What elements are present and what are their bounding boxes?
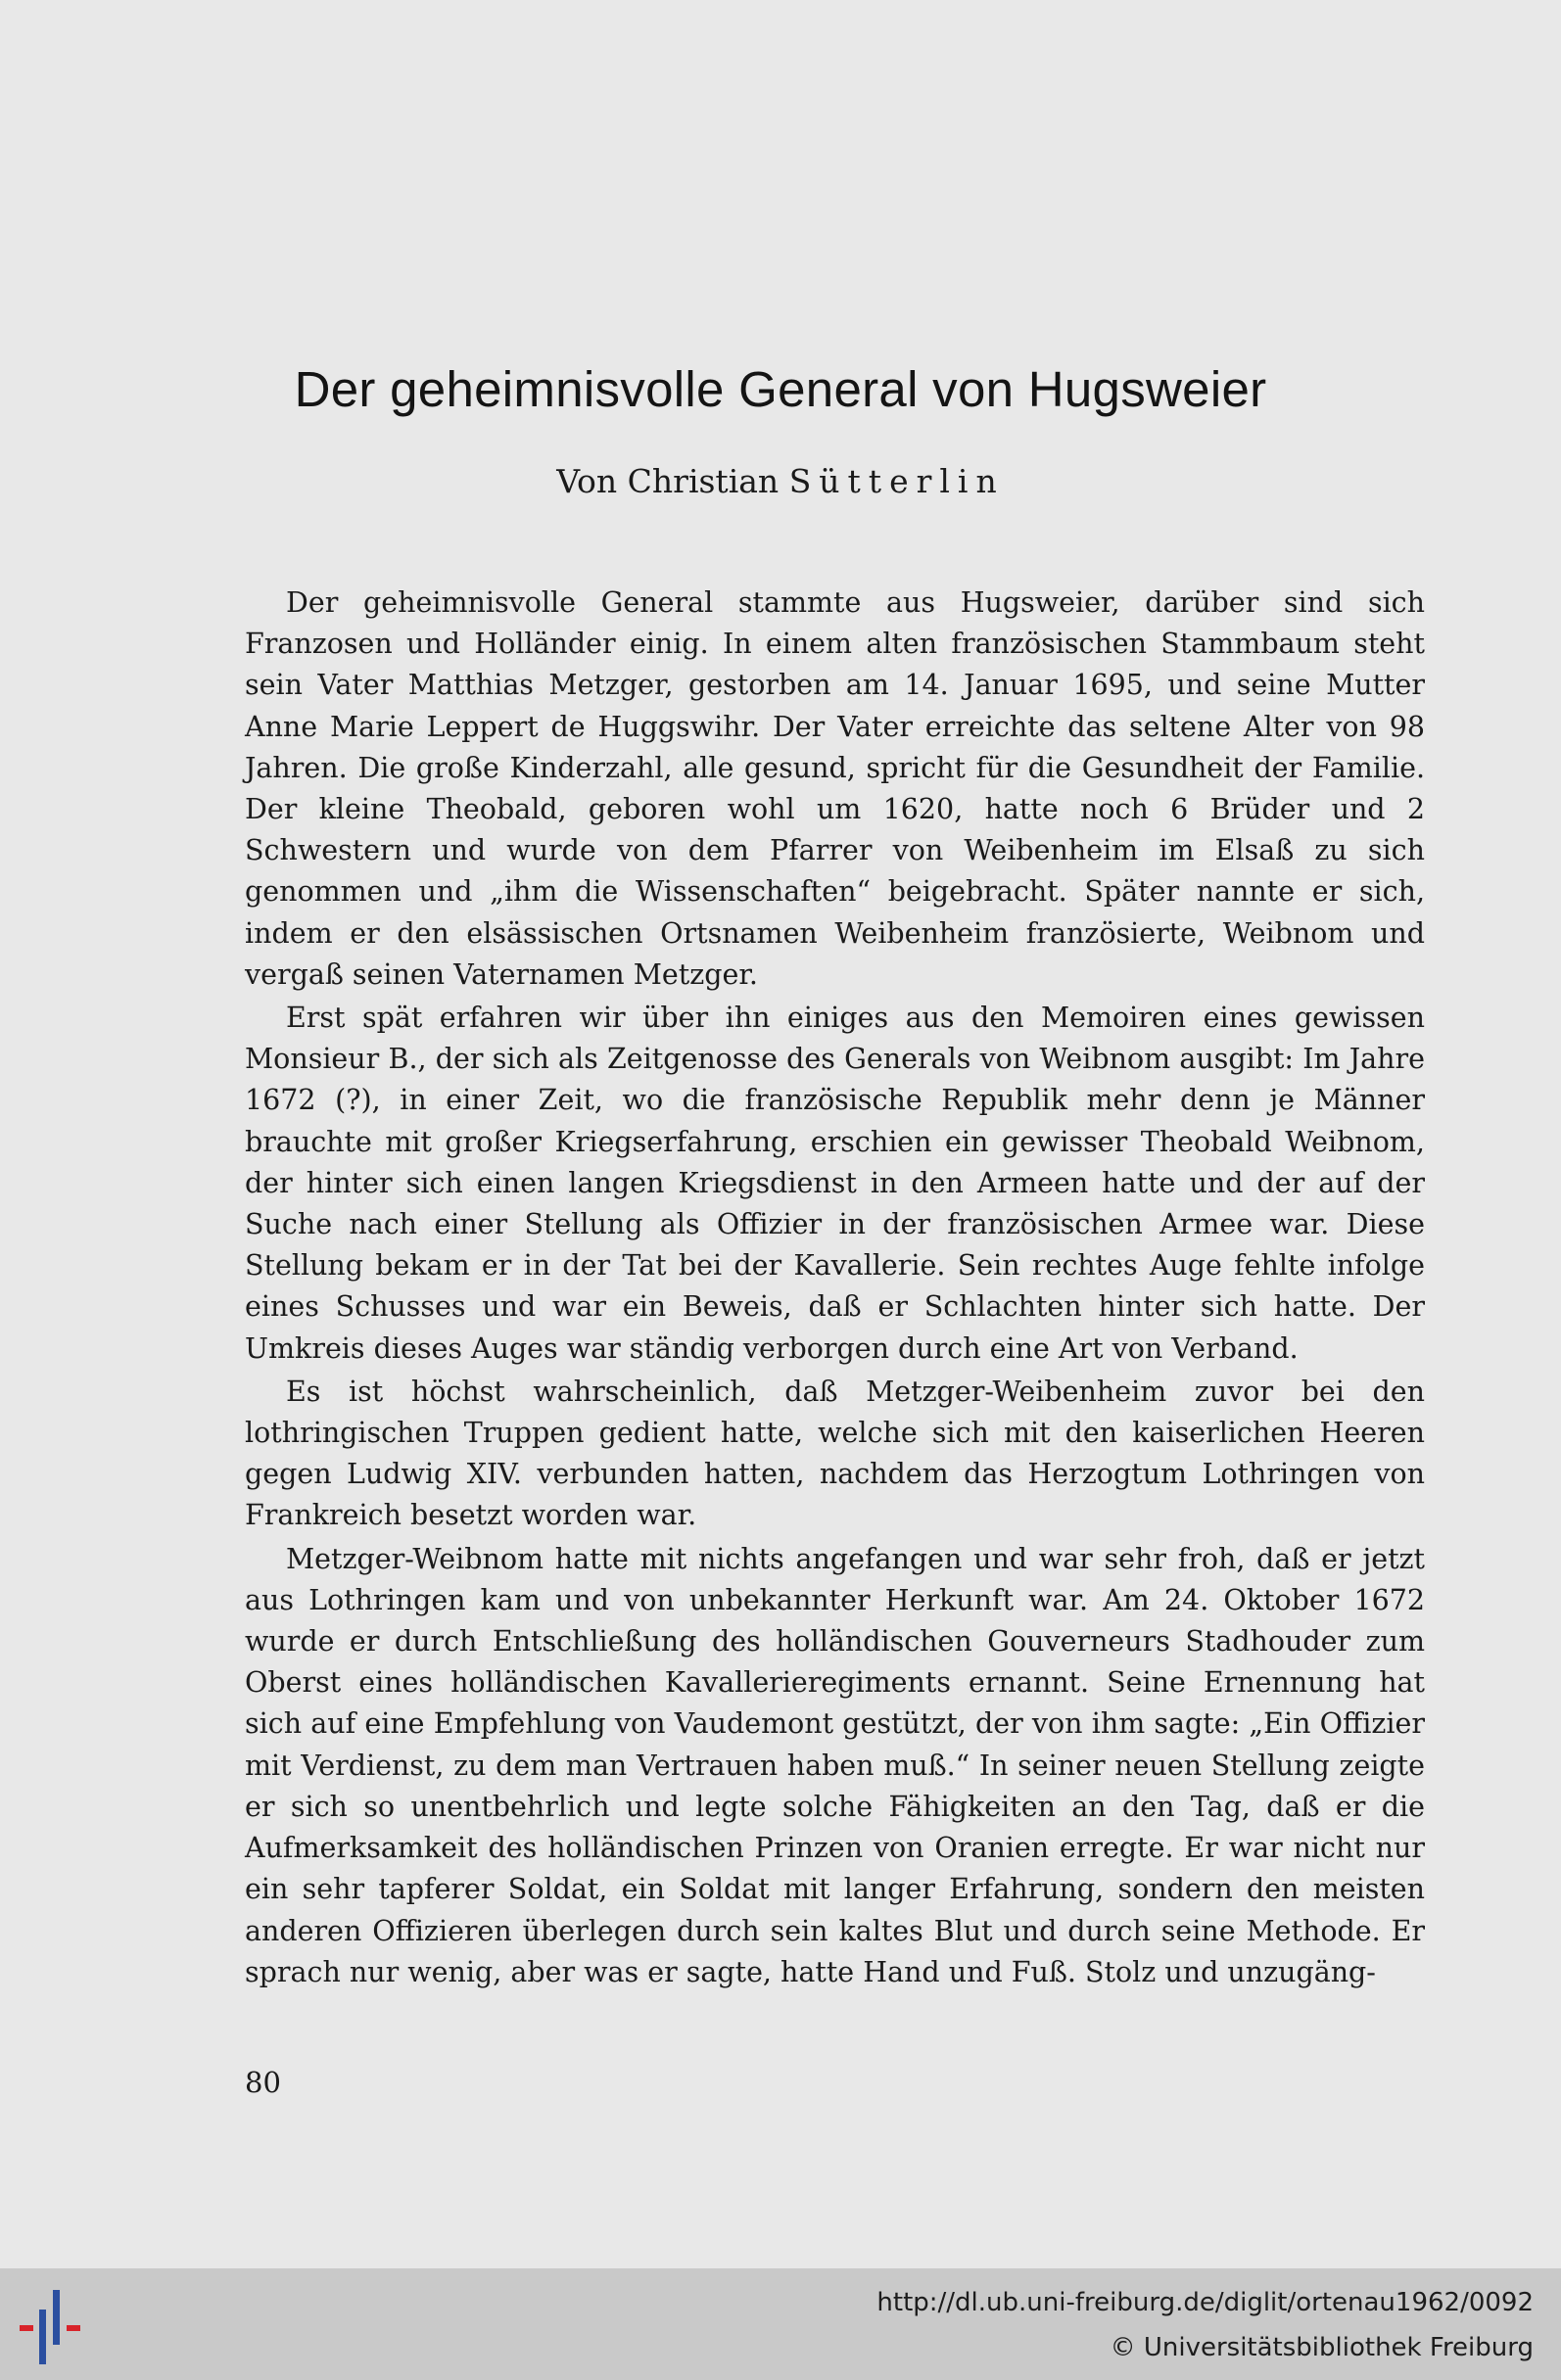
paragraph-1: Der geheimnisvolle General stammte aus Hugsweier, darüber sind sich Franzosen und Holländer einig. In einem alten französischen Stammbaum steht sein Vater Matthias Metzger, gestorben am 14. Januar 1695, und seine Mutter Anne Marie Leppert de Huggswihr. Der Vater erreichte das seltene Alter von 98 Jahren. Die große Kinderzahl, alle gesund, spricht für die Gesundheit der Familie. Der kleine Theobald, geboren wohl um 1620, hatte noch 6 Brüder und 2 Schwestern und wurde von dem Pfarrer von Weibenheim im Elsaß zu sich genommen und „ihm die Wissenschaften“ beigebracht. Später nannte er sich, indem er den elsässischen Ortsnamen Weibenheim französierte, Weibnom und vergaß seinen Vaternamen Metzger. [245,586,1425,991]
byline-prefix: Von Christian [556,462,780,500]
logo-left-red-bar [20,2325,33,2331]
article-byline [0,462,1561,500]
paragraph-3: Es ist höchst wahrscheinlich, daß Metzger-Weibenheim zuvor bei den lothringischen Truppen gedient hatte, welche sich mit den kaiserlichen Heeren gegen Ludwig XIV. verbunden hatten, nachdem das Herzogtum Lothringen von Frankreich besetzt worden war. [245,1375,1425,1532]
article-title: Der geheimnisvolle General von Hugsweier [294,361,1267,417]
logo-right-blue-bar [53,2290,60,2345]
source-url-link[interactable]: http://dl.ub.uni-freiburg.de/diglit/ortenau1962/0092 [876,2288,1534,2317]
paragraph-2: Erst spät erfahren wir über ihn einiges aus den Memoiren eines gewissen Monsieur B., der sich als Zeitgenosse des Generals von Weibnom ausgibt: Im Jahre 1672 (?), in einer Zeit, wo die französische Republik mehr denn je Männer brauchte mit großer Kriegserfahrung, erschien ein gewisser Theobald Weibnom, der hinter sich einen langen Kriegsdienst in den Armeen hatte und der auf der Suche nach einer Stellung als Offizier in der französischen Armee war. Diese Stellung bekam er in der Tat bei der Kavallerie. Sein rechtes Auge fehlte infolge eines Schusses und war ein Beweis, daß er Schlachten hinter sich hatte. Der Umkreis dieses Auges war ständig verborgen durch eine Art von Verband. [245,1002,1425,1365]
paragraph-4: Metzger-Weibnom hatte mit nichts angefangen und war sehr froh, daß er jetzt aus Lothringen kam und von unbekannter Herkunft war. Am 24. Oktober 1672 wurde er durch Entschließung des holländischen Gouverneurs Stadhouder zum Oberst eines holländischen Kavallerieregiments ernannt. Seine Ernennung hat sich auf eine Empfehlung von Vaudemont gestützt, der von ihm sagte: „Ein Offizier mit Verdienst, zu dem man Vertrauen haben muß.“ In seiner neuen Stellung zeigte er sich so unentbehrlich und legte solche Fähigkeiten an den Tag, daß er die Aufmerksamkeit des holländischen Prinzen von Oranien erregte. Er war nicht nur ein sehr tapferer Soldat, ein Soldat mit langer Erfahrung, sondern den meisten anderen Offizieren überlegen durch sein kaltes Blut und durch seine Methode. Er sprach nur wenig, aber was er sagte, hatte Hand und Fuß. Stolz und unzugäng- [245,1542,1425,1988]
byline-author: Sütterlin [788,462,1005,500]
library-logo-icon [18,2288,96,2366]
logo-right-red-bar [67,2325,80,2331]
page-number: 80 [245,2066,281,2099]
copyright-notice: © Universitätsbibliothek Freiburg [1110,2333,1534,2362]
library-footer [0,2268,1561,2380]
logo-left-blue-bar [39,2310,46,2364]
article-body [245,583,1425,1995]
